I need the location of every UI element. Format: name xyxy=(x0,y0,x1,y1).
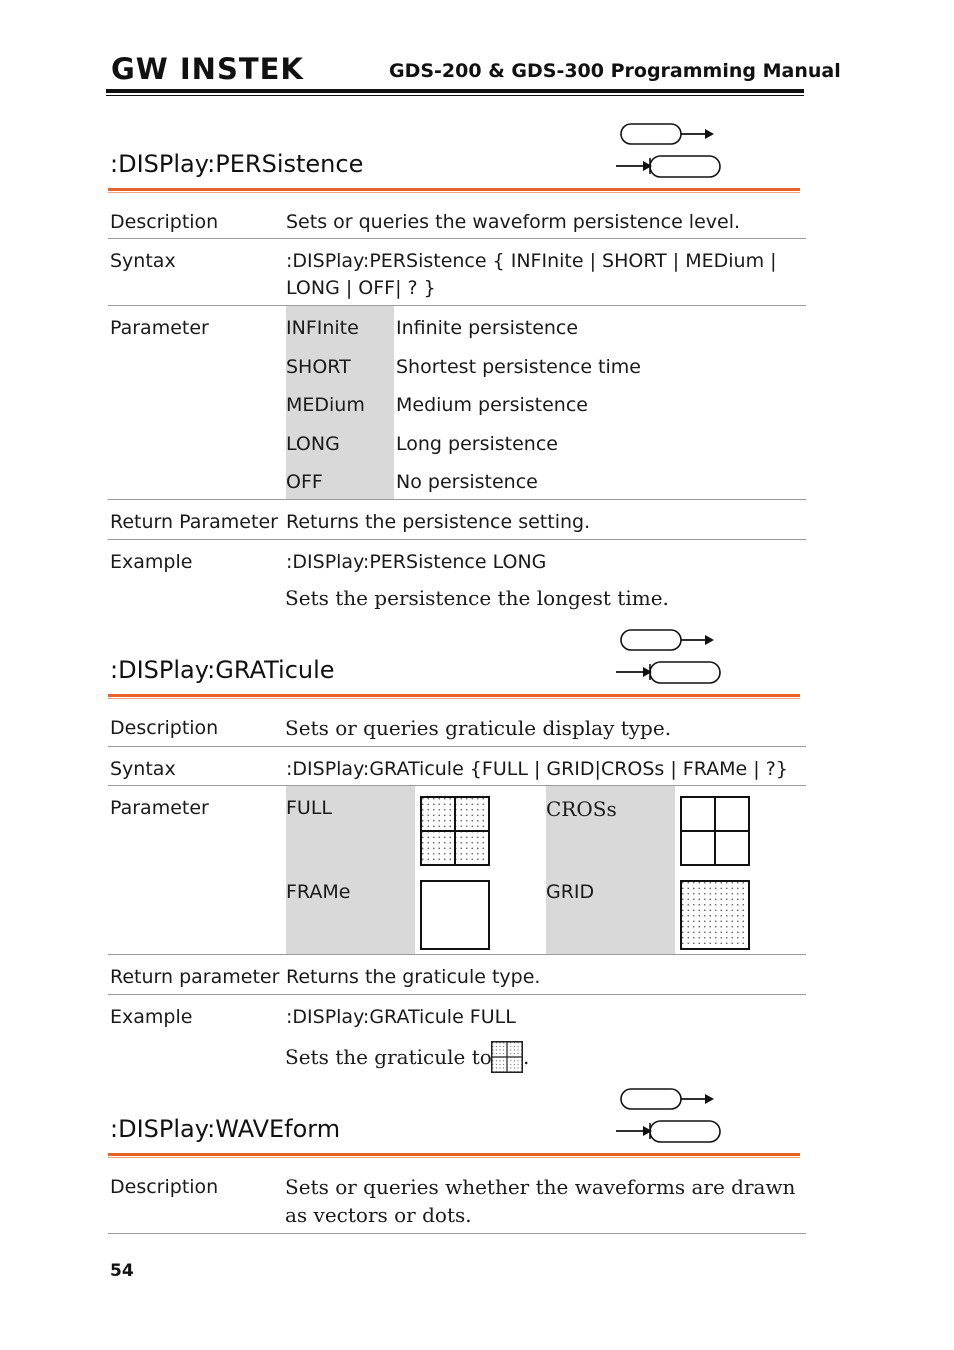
description-text: Sets or queries the waveform persistence level. xyxy=(286,211,741,233)
section-title-graticule: :DISPlay:GRATicule xyxy=(110,656,335,684)
parameter-desc: Shortest persistence time xyxy=(396,356,641,378)
grid-graticule-icon xyxy=(680,880,750,950)
syntax-line-2: LONG | OFF| ? } xyxy=(286,277,436,299)
set-query-icon xyxy=(614,1085,724,1149)
return-parameter-text: Returns the graticule type. xyxy=(286,966,541,988)
example-period: . xyxy=(523,1045,530,1069)
example-label: Example xyxy=(110,1006,193,1028)
row-divider xyxy=(108,994,806,995)
parameter-label: Parameter xyxy=(110,317,209,339)
example-description: Sets the persistence the longest time. xyxy=(285,586,669,610)
row-divider xyxy=(108,785,806,786)
example-command: :DISPlay:GRATicule FULL xyxy=(286,1006,516,1028)
description-line-1: Sets or queries whether the waveforms are drawn xyxy=(285,1175,796,1199)
row-divider xyxy=(108,954,806,955)
parameter-name: OFF xyxy=(286,471,323,493)
header-rule xyxy=(106,89,804,93)
return-parameter-label: Return Parameter xyxy=(110,511,278,533)
set-query-icon xyxy=(614,626,724,690)
parameter-name: LONG xyxy=(286,433,340,455)
parameter-name: SHORT xyxy=(286,356,351,378)
frame-graticule-icon xyxy=(420,880,490,950)
full-graticule-icon xyxy=(420,796,490,866)
section-divider-thin xyxy=(108,192,800,193)
example-command: :DISPlay:PERSistence LONG xyxy=(286,551,547,573)
set-query-icon xyxy=(614,120,724,184)
syntax-line-1: :DISPlay:PERSistence { INFInite | SHORT | MEDium | xyxy=(286,250,777,272)
return-parameter-label: Return parameter xyxy=(110,966,280,988)
cross-graticule-icon xyxy=(680,796,750,866)
parameter-name: FRAMe xyxy=(286,881,351,903)
row-divider xyxy=(108,539,806,540)
section-divider xyxy=(108,188,800,191)
parameter-name: INFInite xyxy=(286,317,359,339)
section-divider xyxy=(108,694,800,697)
parameter-desc: Long persistence xyxy=(396,433,558,455)
return-parameter-text: Returns the persistence setting. xyxy=(286,511,591,533)
section-divider-thin xyxy=(108,698,800,699)
parameter-name: GRID xyxy=(546,881,595,903)
brand-logo: GW INSTEK xyxy=(111,52,304,86)
description-label: Description xyxy=(110,1176,219,1198)
syntax-line-1: :DISPlay:GRATicule {FULL | GRID|CROSs | FRAMe | ?} xyxy=(286,758,788,780)
row-divider xyxy=(108,238,806,239)
parameter-desc: No persistence xyxy=(396,471,538,493)
syntax-label: Syntax xyxy=(110,250,176,272)
description-line-2: as vectors or dots. xyxy=(285,1203,472,1227)
manual-title: GDS-200 & GDS-300 Programming Manual xyxy=(389,60,841,82)
row-divider xyxy=(108,746,806,747)
section-title-waveform: :DISPlay:WAVEform xyxy=(110,1115,341,1143)
row-divider xyxy=(108,1233,806,1234)
description-label: Description xyxy=(110,717,219,739)
section-divider xyxy=(108,1153,800,1156)
parameter-label: Parameter xyxy=(110,797,209,819)
section-title-persistence: :DISPlay:PERSistence xyxy=(110,150,364,178)
row-divider xyxy=(108,499,806,500)
syntax-label: Syntax xyxy=(110,758,176,780)
parameter-desc: Infinite persistence xyxy=(396,317,579,339)
header-rule-thin xyxy=(106,95,804,96)
parameter-name: MEDium xyxy=(286,394,365,416)
description-text: Sets or queries graticule display type. xyxy=(285,716,672,740)
page-number: 54 xyxy=(110,1261,134,1281)
description-label: Description xyxy=(110,211,219,233)
parameter-name: FULL xyxy=(286,797,333,819)
example-label: Example xyxy=(110,551,193,573)
parameter-name: CROSs xyxy=(546,797,617,821)
full-graticule-icon xyxy=(491,1041,523,1073)
parameter-desc: Medium persistence xyxy=(396,394,588,416)
example-description: Sets the graticule to xyxy=(285,1045,492,1069)
section-divider-thin xyxy=(108,1157,800,1158)
row-divider xyxy=(108,305,806,306)
